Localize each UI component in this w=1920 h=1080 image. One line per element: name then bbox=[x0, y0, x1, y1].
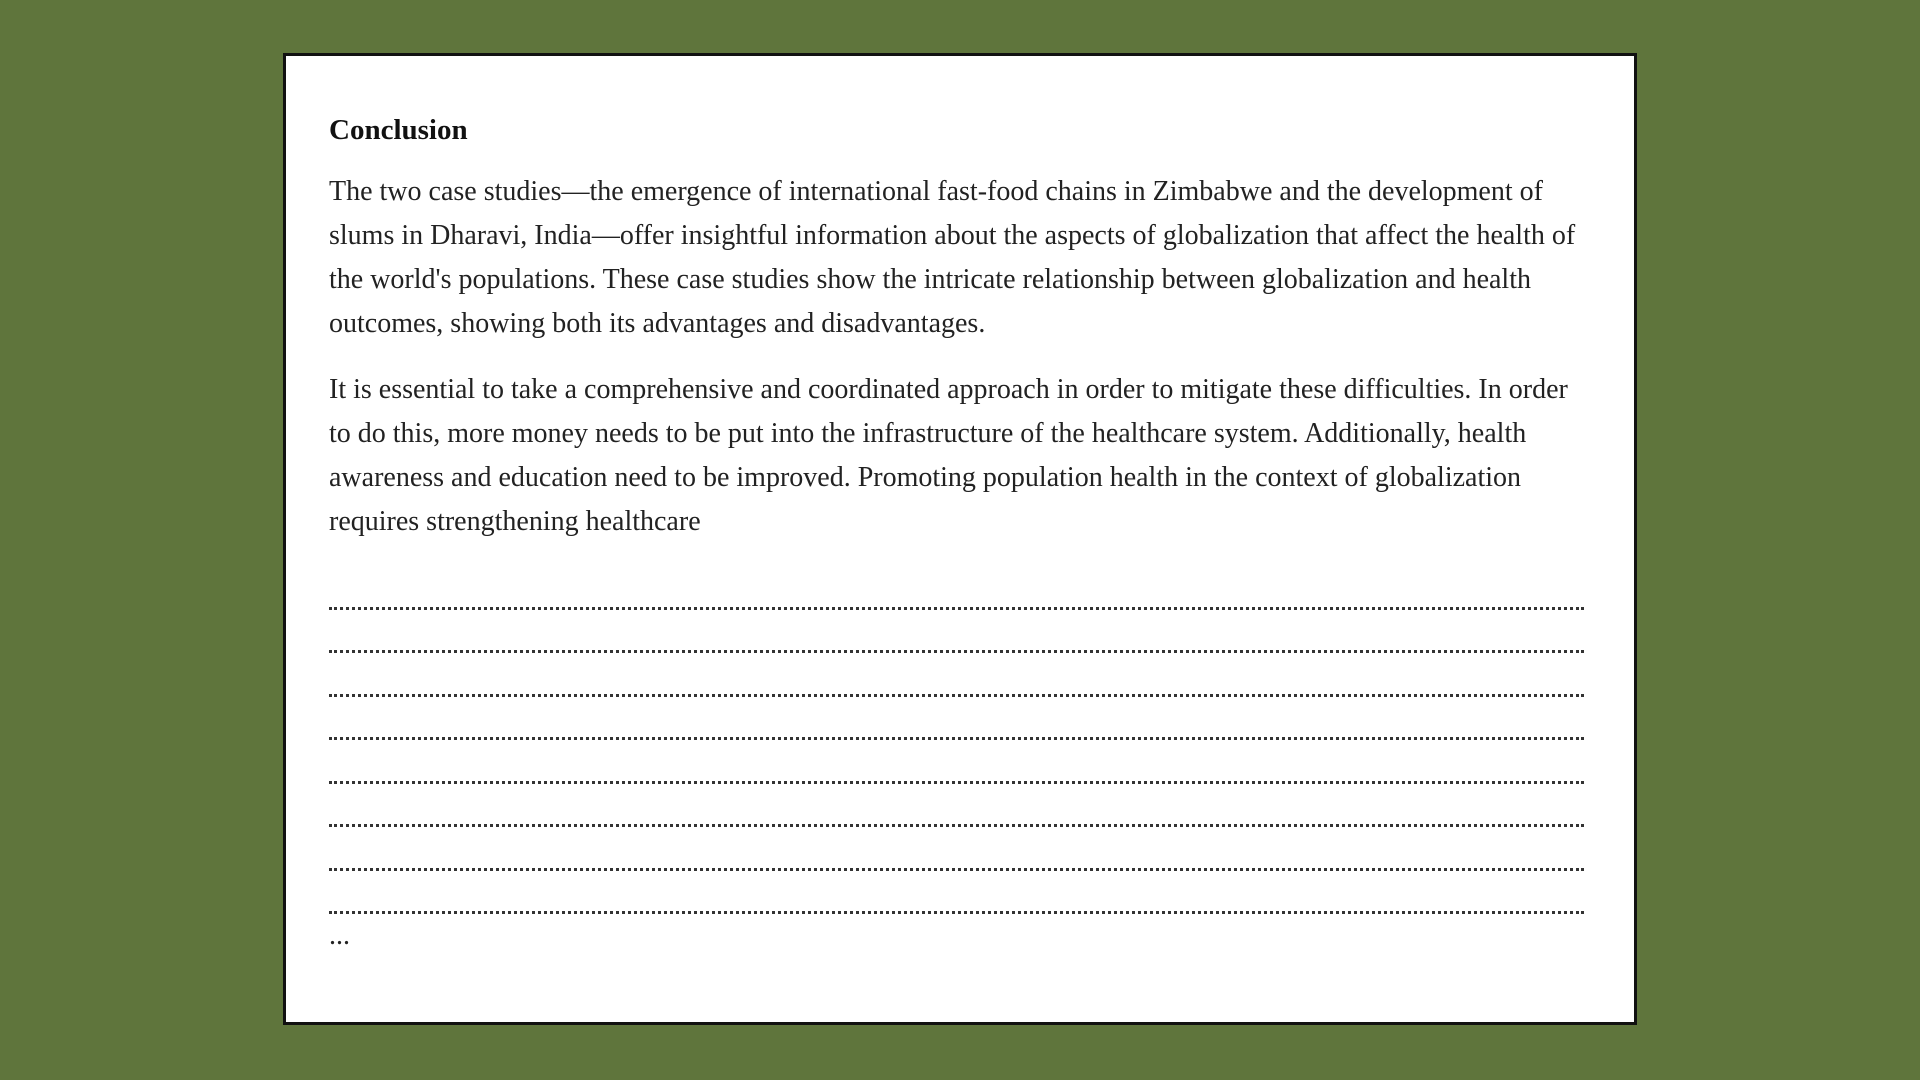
section-heading: Conclusion bbox=[329, 114, 468, 146]
dotted-line bbox=[329, 784, 1584, 828]
truncation-marker: ... bbox=[329, 920, 350, 951]
paragraph-intro: The two case studies—the emergence of international fast-food chains in Zimbabwe and the development of slums in Dharavi, India—offer insightful information about the aspects of globalization that affect the health of the world's populations. These case studies show the intricate relationship between globalization and health outcomes, showing both its advantages and disadvantages. bbox=[329, 176, 1576, 339]
dotted-line bbox=[329, 871, 1584, 915]
dotted-line bbox=[329, 653, 1584, 697]
dotted-line bbox=[329, 827, 1584, 871]
redacted-lines bbox=[329, 566, 1584, 914]
document-page bbox=[283, 53, 1637, 1025]
dotted-line bbox=[329, 566, 1584, 610]
paragraph-approach: It is essential to take a comprehensive and coordinated approach in order to mitigate these difficulties. In order to do this, more money needs to be put into the infrastructure of the healthcare system. Additionally, health awareness and education need to be improved. Promoting population health in the context of globalization requires strengthening healthcare bbox=[329, 374, 1568, 537]
dotted-line bbox=[329, 697, 1584, 741]
document-content bbox=[329, 112, 1584, 954]
dotted-line bbox=[329, 740, 1584, 784]
dotted-line bbox=[329, 610, 1584, 654]
